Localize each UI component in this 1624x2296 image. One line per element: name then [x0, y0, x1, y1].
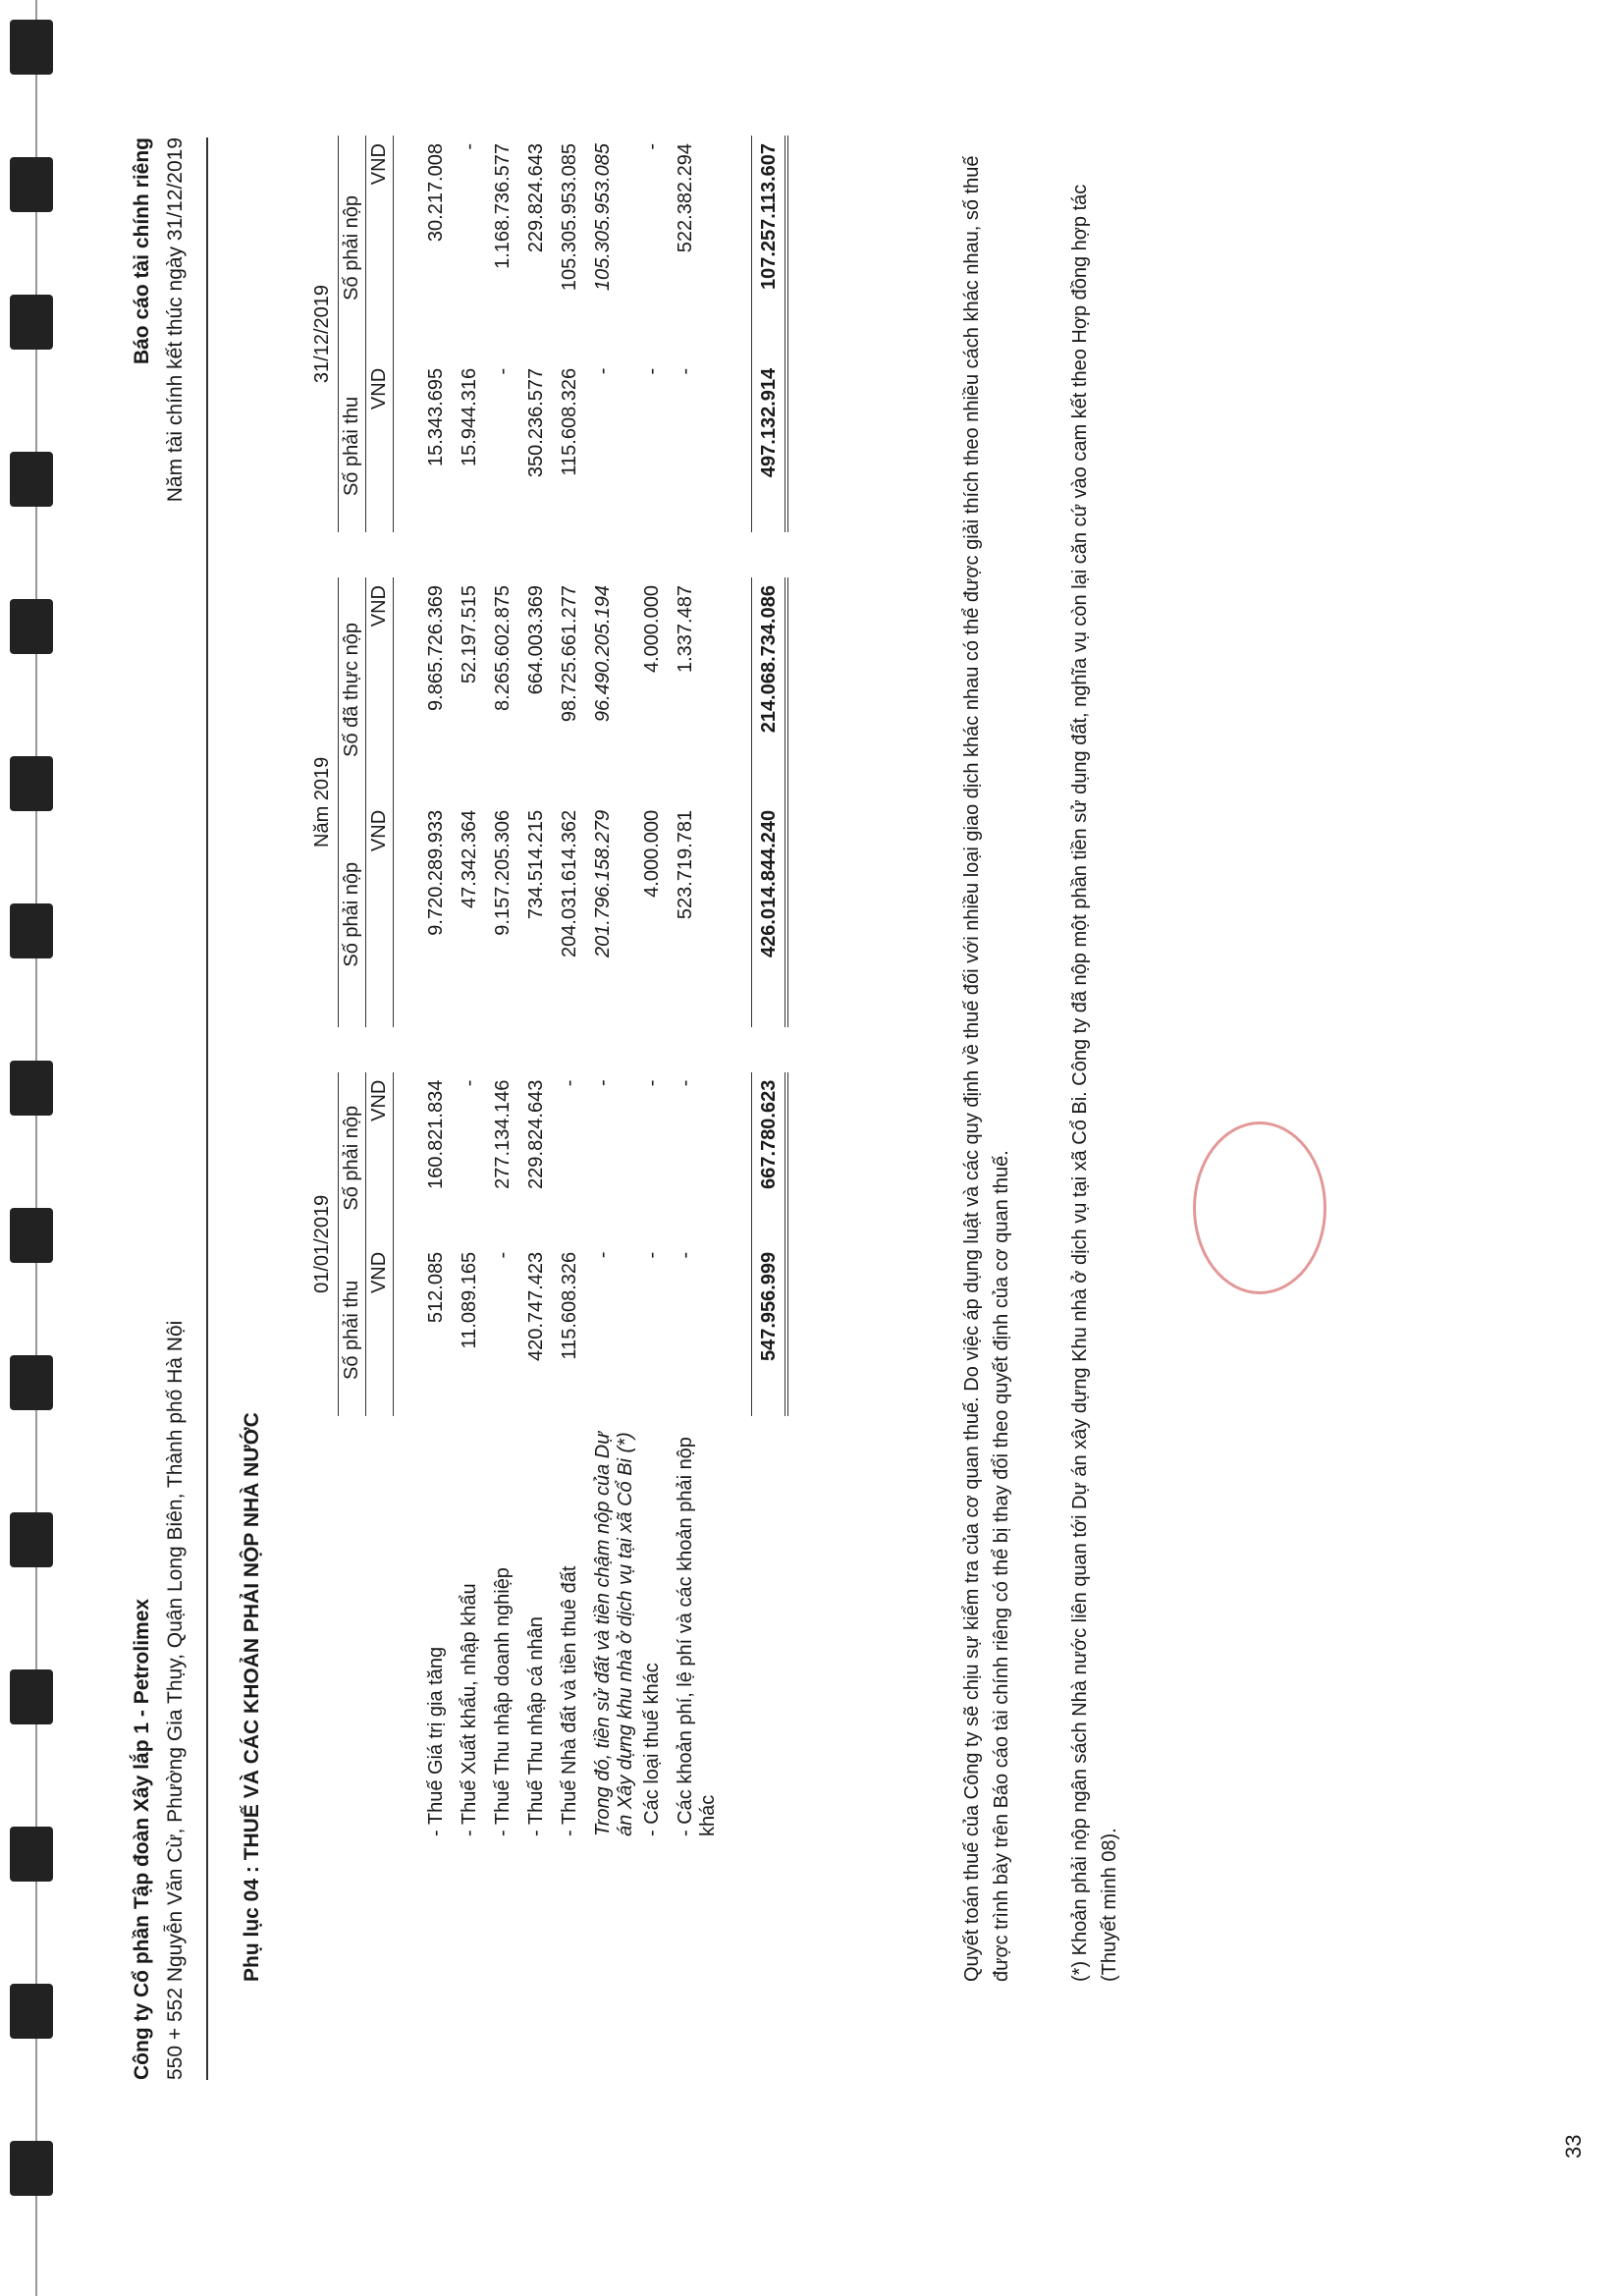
- cell-value: 105.305.953.085: [592, 143, 614, 292]
- table-row: [490, 136, 523, 1844]
- group-header: 31/12/2019: [309, 136, 339, 532]
- table-row: [423, 136, 457, 1844]
- row-label: - Các khoản phí, lệ phí và các khoản phải nộp khác: [675, 1437, 719, 1836]
- total-value: 667.780.623: [752, 1072, 787, 1244]
- cell-value: 523.719.781: [675, 809, 696, 920]
- column-header: Số phải thu: [339, 360, 366, 532]
- header-right: [126, 137, 192, 502]
- unit-label: VND: [366, 802, 394, 1027]
- cell-value: -: [641, 367, 663, 375]
- cell-value: 98.725.661.277: [559, 585, 580, 723]
- table-row: [457, 136, 490, 1844]
- total-value: 107.257.113.607: [752, 136, 787, 360]
- total-value: 214.068.734.086: [752, 577, 787, 802]
- unit-label: VND: [366, 1244, 394, 1416]
- cell-value: 420.747.423: [525, 1251, 547, 1362]
- column-header: Số phải thu: [339, 1244, 366, 1416]
- cell-value: 201.796.158.279: [592, 809, 614, 957]
- cell-value: 160.821.834: [425, 1079, 447, 1189]
- cell-value: 15.944.316: [459, 367, 480, 466]
- total-value: 426.014.844.240: [752, 802, 787, 1027]
- unit-row: [366, 136, 394, 1844]
- tax-table: [309, 136, 788, 1844]
- table-row: [639, 136, 673, 1844]
- table-row: [673, 136, 722, 1844]
- report-title: Báo cáo tài chính riêng: [131, 137, 153, 365]
- cell-value: 96.490.205.194: [592, 585, 614, 723]
- cell-value: 115.608.326: [559, 367, 580, 476]
- header-left: [126, 1321, 192, 2080]
- cell-value: 105.305.953.085: [559, 143, 580, 292]
- cell-value: 522.382.294: [675, 143, 696, 253]
- row-label: - Thuế Giá trị gia tăng: [425, 1646, 447, 1836]
- row-label: - Thuế Thu nhập cá nhân: [525, 1616, 547, 1836]
- cell-value: 734.514.215: [525, 809, 547, 920]
- cell-value: 47.342.364: [459, 809, 480, 908]
- cell-value: -: [675, 1079, 696, 1087]
- cell-value: -: [641, 1079, 663, 1087]
- column-header-row: [339, 136, 366, 1844]
- cell-value: 512.085: [425, 1251, 447, 1324]
- unit-label: VND: [366, 360, 394, 532]
- cell-value: -: [592, 1251, 614, 1259]
- tax-settlement-note: Quyết toán thuế của Công ty sẽ chịu sự kiểm tra của cơ quan thuế. Do việc áp dụng luật và các quy định về thuế đối với nhiều loại giao dịch khác nhau có thể được giải thích theo nhiều cách khác nhau, số thuế được trình bày trên Báo cáo tài chính riêng có thể bị thay đổi theo quyết định của cơ quan thuế.: [961, 155, 1012, 1982]
- cell-value: 664.003.369: [525, 585, 547, 695]
- group-header: Năm 2019: [309, 577, 339, 1027]
- cell-value: 229.824.643: [525, 143, 547, 253]
- row-label: Trong đó, tiền sử đất và tiền chậm nộp của Dự án Xây dựng khu nhà ở dịch vụ tại xã Cổ Bi (*): [592, 1432, 636, 1836]
- company-name: Công ty Cổ phần Tập đoàn Xây lắp 1 - Petrolimex: [131, 1598, 153, 2080]
- footnote: (*) Khoản phải nộp ngân sách Nhà nước liên quan tới Dự án xây dựng Khu nhà ở dịch vụ tại xã Cổ Bi. Công ty đã nộp một phần tiền sử dụng đất, nghĩa vụ còn lại căn cứ vào cam kết theo Hợp đồng hợp tác (Thuyết minh 08).: [1069, 184, 1120, 1982]
- column-header: Số phải nộp: [339, 136, 366, 360]
- cell-value: 52.197.515: [459, 585, 480, 684]
- row-label: - Các loại thuế khác: [641, 1663, 663, 1836]
- row-label: - Thuế Thu nhập doanh nghiệp: [492, 1567, 514, 1836]
- total-row: [752, 136, 787, 1844]
- group-header: 01/01/2019: [309, 1072, 339, 1416]
- cell-value: -: [641, 1251, 663, 1259]
- cell-value: -: [492, 1251, 514, 1259]
- cell-value: -: [641, 143, 663, 150]
- cell-value: -: [592, 1079, 614, 1087]
- cell-value: 4.000.000: [641, 585, 663, 674]
- cell-value: 9.865.726.369: [425, 585, 447, 711]
- column-header: Số phải nộp: [339, 802, 366, 1027]
- cell-value: 11.089.165: [459, 1251, 480, 1349]
- cell-value: -: [459, 143, 480, 150]
- cell-value: 1.168.736.577: [492, 143, 514, 269]
- table-row-detail: [590, 136, 639, 1844]
- unit-label: VND: [366, 136, 394, 360]
- cell-value: -: [492, 367, 514, 375]
- cell-value: 9.720.289.933: [425, 809, 447, 936]
- group-header-row: [309, 136, 339, 1844]
- column-header: Số đã thực nộp: [339, 577, 366, 802]
- cell-value: 4.000.000: [641, 809, 663, 898]
- cell-value: -: [592, 367, 614, 375]
- page-number: 33: [1561, 2134, 1586, 2159]
- column-header: Số phải nộp: [339, 1072, 366, 1244]
- cell-value: 229.824.643: [525, 1079, 547, 1189]
- report-period: Năm tài chính kết thúc ngày 31/12/2019: [164, 137, 187, 503]
- cell-value: -: [559, 1079, 580, 1087]
- cell-value: -: [675, 367, 696, 375]
- cell-value: -: [459, 1079, 480, 1087]
- unit-label: VND: [366, 1072, 394, 1244]
- row-label: - Thuế Nhà đất và tiền thuê đất: [559, 1565, 580, 1836]
- cell-value: 30.217.008: [425, 143, 447, 243]
- table-row: [523, 136, 557, 1844]
- cell-value: 204.031.614.362: [559, 809, 580, 957]
- cell-value: -: [675, 1251, 696, 1259]
- total-value: 547.956.999: [752, 1244, 787, 1416]
- row-label: - Thuế Xuất khẩu, nhập khẩu: [459, 1583, 480, 1836]
- total-value: 497.132.914: [752, 360, 787, 532]
- section-title: Phụ lục 04 : THUẾ VÀ CÁC KHOẢN PHẢI NỘP NHÀ NƯỚC: [241, 1412, 263, 1982]
- cell-value: 15.343.695: [425, 367, 447, 466]
- cell-value: 9.157.205.306: [492, 809, 514, 936]
- table-row: [557, 136, 590, 1844]
- cell-value: 1.337.487: [675, 585, 696, 674]
- cell-value: 277.134.146: [492, 1079, 514, 1189]
- cell-value: 350.236.577: [525, 367, 547, 478]
- header-rule: [206, 137, 208, 2080]
- company-stamp: [1193, 1121, 1326, 1294]
- cell-value: 115.608.326: [559, 1251, 580, 1360]
- unit-label: VND: [366, 577, 394, 802]
- cell-value: 8.265.602.875: [492, 585, 514, 711]
- company-address: 550 + 552 Nguyễn Văn Cừ, Phường Gia Thụy, Quận Long Biên, Thành phố Hà Nội: [164, 1320, 187, 2080]
